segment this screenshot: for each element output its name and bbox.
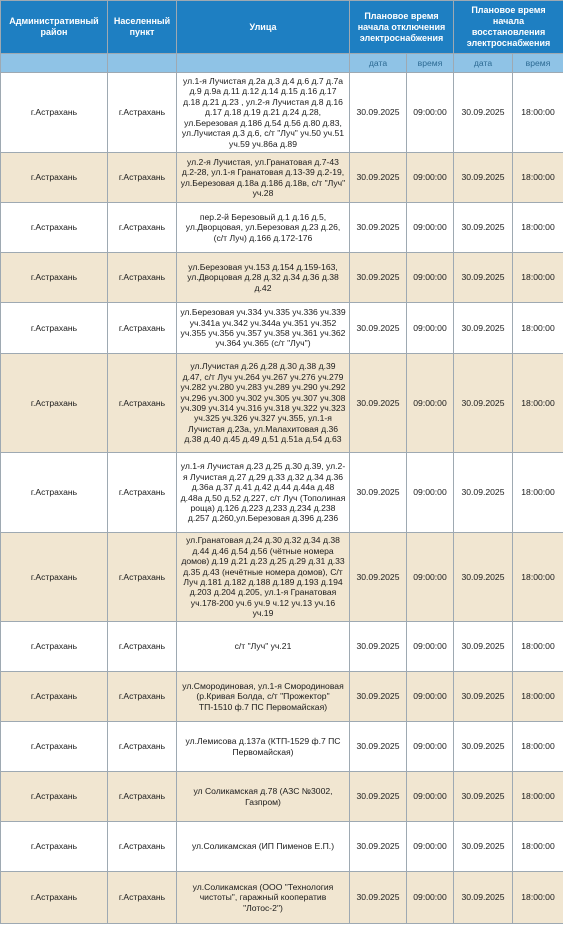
cell-district: г.Астрахань bbox=[1, 622, 108, 672]
header-off-time: Плановое время начала отключения электроснабжения bbox=[350, 1, 454, 54]
cell-off-date: 30.09.2025 bbox=[350, 822, 407, 872]
cell-settlement: г.Астрахань bbox=[108, 303, 177, 354]
cell-off-time: 09:00:00 bbox=[407, 203, 454, 253]
cell-on-time: 18:00:00 bbox=[513, 253, 563, 303]
cell-on-time: 18:00:00 bbox=[513, 533, 563, 622]
cell-off-date: 30.09.2025 bbox=[350, 354, 407, 453]
cell-street: ул Соликамская д.78 (АЗС №3002, Газпром) bbox=[177, 772, 350, 822]
cell-off-date: 30.09.2025 bbox=[350, 203, 407, 253]
table-row bbox=[1, 73, 563, 153]
table-row bbox=[1, 672, 563, 722]
cell-district: г.Астрахань bbox=[1, 722, 108, 772]
cell-off-time: 09:00:00 bbox=[407, 722, 454, 772]
table-row bbox=[1, 872, 563, 924]
cell-on-time: 18:00:00 bbox=[513, 772, 563, 822]
cell-street: ул.Березовая уч.153 д.154 д.159-163, ул.Дворцовая д.28 д.32 д.34 д.36 д.38 д.42 bbox=[177, 253, 350, 303]
cell-settlement: г.Астрахань bbox=[108, 772, 177, 822]
cell-district: г.Астрахань bbox=[1, 253, 108, 303]
cell-off-date: 30.09.2025 bbox=[350, 772, 407, 822]
cell-street: ул.1-я Лучистая д.2а д.3 д.4 д.6 д.7 д.7а д.9 д.9а д.11 д.12 д.14 д.15 д.16 д.17 д.18 д.21 д.23 , ул.2-я Лучистая д.8 д.16 д.17 д.18 д.19 д.21 д.24 д.28, ул.Березовая д.186 д.54 д.56 д.80 д.83, ул.Лучистая д.3 д.6, с/т "Луч" уч.50 уч.51 уч.59 уч.86а д.89 bbox=[177, 73, 350, 153]
cell-on-date: 30.09.2025 bbox=[454, 303, 513, 354]
cell-district: г.Астрахань bbox=[1, 153, 108, 203]
cell-settlement: г.Астрахань bbox=[108, 722, 177, 772]
cell-on-date: 30.09.2025 bbox=[454, 672, 513, 722]
table-row bbox=[1, 153, 563, 203]
cell-district: г.Астрахань bbox=[1, 772, 108, 822]
header-on-time: Плановое время начала восстановления электроснабжения bbox=[454, 1, 563, 54]
header-row-main bbox=[1, 1, 563, 54]
cell-off-time: 09:00:00 bbox=[407, 153, 454, 203]
cell-on-time: 18:00:00 bbox=[513, 672, 563, 722]
table-row bbox=[1, 354, 563, 453]
subheader-off-time: время bbox=[407, 54, 454, 73]
cell-district: г.Астрахань bbox=[1, 672, 108, 722]
cell-street: ул.Гранатовая д.24 д.30 д.32 д.34 д.38 д.44 д.46 д.54 д.56 (чётные номера домов) д.19 д.21 д.23 д.25 д.29 д.31 д.33 д.35 д.43 (нечётные номера домов), С/т Луч д.181 д.182 д.188 д.189 д.193 д.194 д.203 д.204 д.205, ул.1-я Гранатовая уч.178-200 уч.6 уч.9 ч.12 уч.13 уч.16 уч.19 bbox=[177, 533, 350, 622]
cell-on-time: 18:00:00 bbox=[513, 722, 563, 772]
table-row bbox=[1, 622, 563, 672]
cell-settlement: г.Астрахань bbox=[108, 453, 177, 533]
cell-street: ул.Соликамская (ИП Пименов Е.П.) bbox=[177, 822, 350, 872]
cell-settlement: г.Астрахань bbox=[108, 872, 177, 924]
header-street: Улица bbox=[177, 1, 350, 54]
cell-settlement: г.Астрахань bbox=[108, 822, 177, 872]
cell-settlement: г.Астрахань bbox=[108, 253, 177, 303]
cell-off-time: 09:00:00 bbox=[407, 253, 454, 303]
cell-off-date: 30.09.2025 bbox=[350, 153, 407, 203]
cell-on-date: 30.09.2025 bbox=[454, 872, 513, 924]
cell-on-date: 30.09.2025 bbox=[454, 354, 513, 453]
cell-settlement: г.Астрахань bbox=[108, 533, 177, 622]
cell-on-date: 30.09.2025 bbox=[454, 253, 513, 303]
cell-district: г.Астрахань bbox=[1, 203, 108, 253]
cell-district: г.Астрахань bbox=[1, 533, 108, 622]
table-row bbox=[1, 453, 563, 533]
cell-on-time: 18:00:00 bbox=[513, 354, 563, 453]
cell-on-date: 30.09.2025 bbox=[454, 533, 513, 622]
subheader-on-time: время bbox=[513, 54, 563, 73]
subheader-off-date: дата bbox=[350, 54, 407, 73]
cell-street: ул.2-я Лучистая, ул.Гранатовая д.7-43 д.2-28, ул.1-я Гранатовая д.13-39 д.2-19, ул.Березовая д.18а д.186 д.18в, с/т "Луч" уч.28 bbox=[177, 153, 350, 203]
cell-street: ул.Соликамская (ООО "Технология чистоты", гаражный кооператив "Лотос-2") bbox=[177, 872, 350, 924]
cell-off-date: 30.09.2025 bbox=[350, 672, 407, 722]
subheader-blank-settlement bbox=[108, 54, 177, 73]
header-row-sub bbox=[1, 54, 563, 73]
table-row bbox=[1, 203, 563, 253]
cell-off-date: 30.09.2025 bbox=[350, 622, 407, 672]
cell-on-time: 18:00:00 bbox=[513, 73, 563, 153]
subheader-blank-district bbox=[1, 54, 108, 73]
cell-district: г.Астрахань bbox=[1, 354, 108, 453]
cell-on-time: 18:00:00 bbox=[513, 872, 563, 924]
cell-settlement: г.Астрахань bbox=[108, 73, 177, 153]
cell-street: ул.1-я Лучистая д.23 д.25 д.30 д.39, ул.2-я Лучистая д.27 д.29 д.33 д.32 д.34 д.36 д.36а д.37 д.41 д.42 д.44 д.44а д.48 д.48а д.50 д.52 д.227, с/т Луч (Тополиная роща) д.126 д.223 д.233 д.234 д.238 д.257 д.260,ул.Березовая д.396 д.236 bbox=[177, 453, 350, 533]
cell-on-date: 30.09.2025 bbox=[454, 622, 513, 672]
cell-on-date: 30.09.2025 bbox=[454, 73, 513, 153]
cell-on-date: 30.09.2025 bbox=[454, 722, 513, 772]
table-row bbox=[1, 772, 563, 822]
header-district: Административный район bbox=[1, 1, 108, 54]
table-header bbox=[1, 1, 563, 73]
cell-street: ул.Смородиновая, ул.1-я Смородиновая (р.Кривая Болда, с/т "Прожектор" ТП-1510 ф.7 ПС Первомайская) bbox=[177, 672, 350, 722]
cell-settlement: г.Астрахань bbox=[108, 153, 177, 203]
cell-off-time: 09:00:00 bbox=[407, 354, 454, 453]
cell-on-date: 30.09.2025 bbox=[454, 772, 513, 822]
cell-settlement: г.Астрахань bbox=[108, 622, 177, 672]
cell-on-time: 18:00:00 bbox=[513, 203, 563, 253]
cell-district: г.Астрахань bbox=[1, 73, 108, 153]
cell-off-time: 09:00:00 bbox=[407, 672, 454, 722]
header-settlement: Населенный пункт bbox=[108, 1, 177, 54]
cell-settlement: г.Астрахань bbox=[108, 354, 177, 453]
table-row bbox=[1, 303, 563, 354]
cell-off-time: 09:00:00 bbox=[407, 872, 454, 924]
cell-on-time: 18:00:00 bbox=[513, 822, 563, 872]
cell-off-time: 09:00:00 bbox=[407, 622, 454, 672]
table-row bbox=[1, 253, 563, 303]
cell-off-time: 09:00:00 bbox=[407, 822, 454, 872]
cell-on-date: 30.09.2025 bbox=[454, 153, 513, 203]
cell-on-time: 18:00:00 bbox=[513, 622, 563, 672]
cell-street: пер.2-й Березовый д.1 д.16 д.5, ул.Дворцовая, ул.Березовая д.23 д.26, (с/т Луч) д.166 д.172-176 bbox=[177, 203, 350, 253]
cell-off-time: 09:00:00 bbox=[407, 453, 454, 533]
cell-street: ул.Лучистая д.26 д.28 д.30 д.38 д.39 д.47, с/т Луч уч.264 уч.267 уч.276 уч.279 уч.282 уч.280 уч.283 уч.289 уч.290 уч.292 уч.296 уч.300 уч.302 уч.305 уч.307 уч.308 уч.309 уч.314 уч.316 уч.318 уч.322 уч.323 уч.325 уч.326 уч.327 уч.355, ул.1-я Лучистая д.23а, ул.Малахитовая д.36 д.38 д.40 д.45 д.49 д.51 д.51а д.54 д.63 bbox=[177, 354, 350, 453]
cell-off-date: 30.09.2025 bbox=[350, 533, 407, 622]
cell-on-date: 30.09.2025 bbox=[454, 453, 513, 533]
cell-off-time: 09:00:00 bbox=[407, 303, 454, 354]
cell-off-date: 30.09.2025 bbox=[350, 453, 407, 533]
cell-on-time: 18:00:00 bbox=[513, 303, 563, 354]
cell-off-date: 30.09.2025 bbox=[350, 303, 407, 354]
table-row bbox=[1, 722, 563, 772]
cell-off-date: 30.09.2025 bbox=[350, 253, 407, 303]
cell-off-date: 30.09.2025 bbox=[350, 872, 407, 924]
cell-on-time: 18:00:00 bbox=[513, 153, 563, 203]
cell-off-date: 30.09.2025 bbox=[350, 722, 407, 772]
cell-street: ул.Березовая уч.334 уч.335 уч.336 уч.339 уч.341а уч.342 уч.344а уч.351 уч.352 уч.355 уч.356 уч.357 уч.358 уч.361 уч.362 уч.364 уч.365 (с/т "Луч") bbox=[177, 303, 350, 354]
subheader-blank-street bbox=[177, 54, 350, 73]
cell-street: с/т "Луч" уч.21 bbox=[177, 622, 350, 672]
cell-district: г.Астрахань bbox=[1, 453, 108, 533]
subheader-on-date: дата bbox=[454, 54, 513, 73]
cell-off-time: 09:00:00 bbox=[407, 772, 454, 822]
cell-district: г.Астрахань bbox=[1, 303, 108, 354]
cell-off-time: 09:00:00 bbox=[407, 73, 454, 153]
cell-off-date: 30.09.2025 bbox=[350, 73, 407, 153]
table-row bbox=[1, 822, 563, 872]
cell-on-date: 30.09.2025 bbox=[454, 822, 513, 872]
cell-street: ул.Лемисова д.137а (КТП-1529 ф.7 ПС Первомайская) bbox=[177, 722, 350, 772]
cell-settlement: г.Астрахань bbox=[108, 672, 177, 722]
cell-settlement: г.Астрахань bbox=[108, 203, 177, 253]
cell-district: г.Астрахань bbox=[1, 872, 108, 924]
cell-district: г.Астрахань bbox=[1, 822, 108, 872]
cell-on-time: 18:00:00 bbox=[513, 453, 563, 533]
table-row bbox=[1, 533, 563, 622]
cell-on-date: 30.09.2025 bbox=[454, 203, 513, 253]
table-body bbox=[1, 73, 563, 924]
cell-off-time: 09:00:00 bbox=[407, 533, 454, 622]
